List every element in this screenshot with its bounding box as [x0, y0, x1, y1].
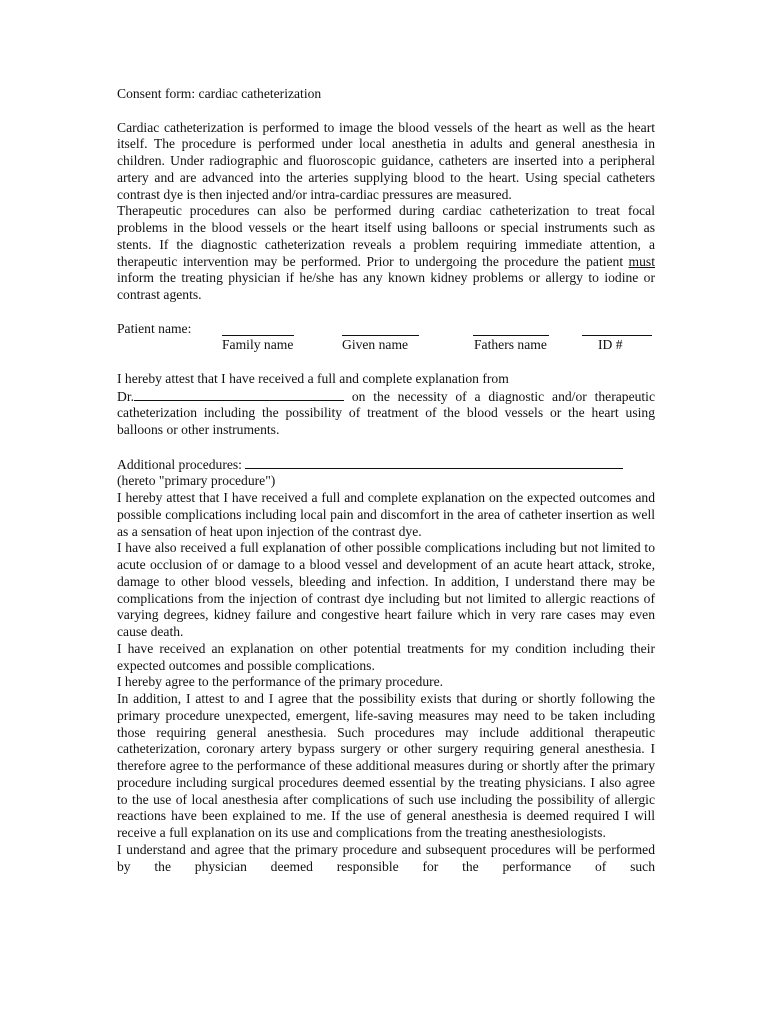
- body-paragraph: I have received an explanation on other potential treatments for my condition including their expected outcomes and possible complications.: [117, 640, 655, 673]
- body-paragraph: In addition, I attest to and I agree that the possibility exists that during or shortly following the primary procedure unexpected, emergent, life-saving measures may need to be taken including those requiring general anesthesia. Such procedures may include additional therapeutic catheterization, coronary artery bypass surgery or other surgery requiring general anesthesia. I therefore agree to the performance of these additional measures during or shortly after the primary procedure including surgical procedures deemed essential by the treating physicians. I also agree to the use of local anesthesia after complications of such use including the possibility of allergic reactions have been explained to me. If the use of general anesthesia is deemed required I will receive a full explanation on its use and complications from the treating anesthesiologists.: [117, 691, 655, 840]
- therapeutic-text: Therapeutic procedures can also be performed during cardiac catheterization to treat focal problems in the blood vessels or the heart itself using balloons or special instruments such as stents. If the diagnostic catheterization reveals a problem requiring immediate attention, a therapeutic intervention may be performed. Prior to undergoing the procedure the patient: [117, 203, 655, 269]
- id-number-field[interactable]: [582, 323, 652, 336]
- spacer: [117, 103, 655, 120]
- must-emphasis: must: [628, 253, 655, 269]
- additional-procedures-label: Additional procedures:: [117, 456, 242, 472]
- additional-procedures-field[interactable]: [245, 456, 623, 469]
- spacer: [117, 439, 655, 456]
- attest-paragraph: [117, 388, 655, 439]
- additional-procedures-row: [117, 456, 655, 474]
- document-title: Consent form: cardiac catheterization: [117, 86, 322, 101]
- attest-line: I hereby attest that I have received a full and complete explanation from: [117, 370, 509, 386]
- spacer: [117, 304, 655, 321]
- body-paragraph: I hereby attest that I have received a full and complete explanation on the expected outcomes and possible complications including local pain and discomfort in the area of catheter insertion as well as a sensation of heat upon injection of the contrast dye.: [117, 490, 655, 539]
- given-name-caption: Given name: [342, 337, 409, 353]
- body-paragraph: I hereby agree to the performance of the primary procedure.: [117, 674, 444, 690]
- family-name-field[interactable]: [222, 323, 294, 336]
- doctor-name-field[interactable]: [134, 388, 344, 401]
- body-paragraph: I understand and agree that the primary procedure and subsequent procedures will be performed by the physician deemed responsible for the performance of such: [117, 841, 655, 874]
- patient-name-label: Patient name:: [117, 320, 192, 336]
- hereto-note: (hereto "primary procedure"): [117, 473, 276, 489]
- doctor-label: Dr.: [117, 388, 134, 404]
- therapeutic-tail: inform the treating physician if he/she has any known kidney problems or allergy to iodine or contrast agents.: [117, 270, 655, 302]
- fathers-name-field[interactable]: [473, 323, 549, 336]
- consent-document: [117, 86, 655, 875]
- therapeutic-paragraph: [117, 203, 655, 304]
- family-name-caption: Family name: [222, 337, 294, 353]
- patient-name-row: [117, 321, 655, 355]
- fathers-name-caption: Fathers name: [474, 337, 547, 353]
- body-paragraph: I have also received a full explanation of other possible complications including but not limited to acute occlusion of or damage to a blood vessel and development of an acute heart attack, stroke, damage to other blood vessels, bleeding and infection. In addition, I understand there may be complications from the injection of contrast dye including but not limited to allergic reactions of varying degrees, kidney failure and congestive heart failure which in very rare cases may even cause death.: [117, 540, 655, 639]
- intro-paragraph: Cardiac catheterization is performed to image the blood vessels of the heart as well as the heart itself. The procedure is performed under local anesthetia in adults and general anesthesia in children. Under radiographic and fluoroscopic guidance, catheters are inserted into a peripheral artery and are advanced into the arteries supplying blood to the heart. Using special catheters contrast dye is then injected and/or intra-cardiac pressures are measured.: [117, 119, 655, 202]
- id-caption: ID #: [598, 337, 623, 353]
- given-name-field[interactable]: [342, 323, 419, 336]
- attest-text: on the necessity of a diagnostic and/or therapeutic catheterization including the possibility of treatment of the blood vessels or the heart using balloons or other instruments.: [117, 388, 655, 437]
- spacer: [117, 354, 655, 371]
